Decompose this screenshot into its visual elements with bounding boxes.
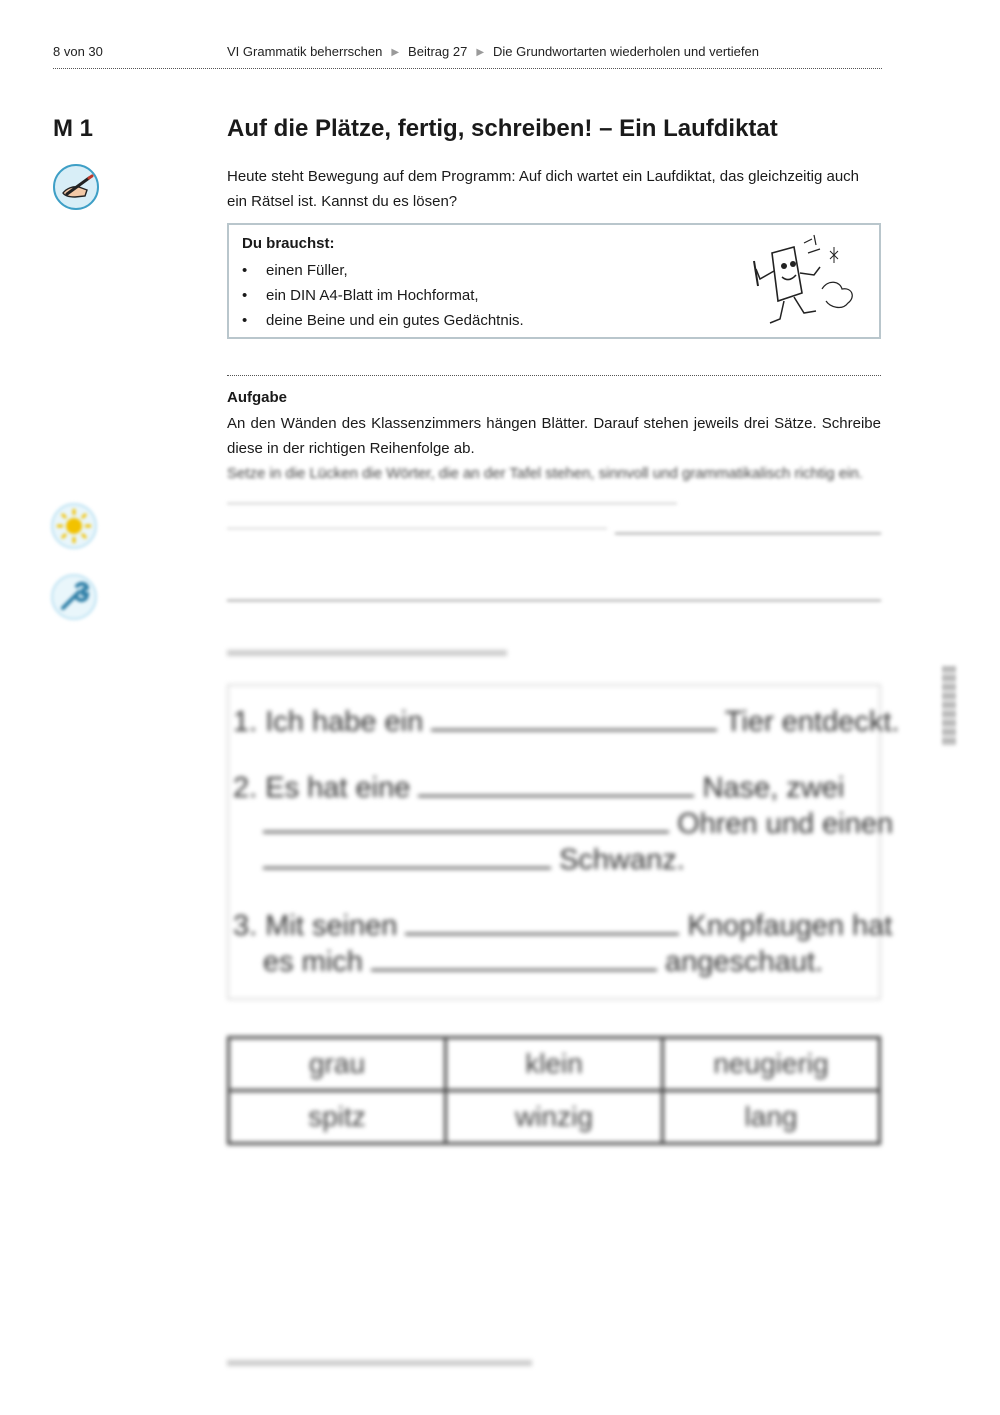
blurred-note xyxy=(227,650,507,656)
dictation-sheet xyxy=(227,684,900,1000)
blurred-text-line xyxy=(227,503,677,504)
table-cell: klein xyxy=(446,1038,663,1091)
answer-blank xyxy=(418,795,694,797)
list-item: • einen Füller, xyxy=(242,258,524,283)
header-divider xyxy=(53,68,882,69)
sentence-text: Tier entdeckt. xyxy=(724,706,900,738)
sentence-3 xyxy=(233,910,892,943)
sentence-text: Ohren und einen xyxy=(677,808,894,840)
answer-blank xyxy=(431,729,717,731)
sentence-text: Knopfaugen hat xyxy=(687,910,893,942)
table-row xyxy=(229,1091,880,1144)
materials-title: Du brauchst: xyxy=(242,235,335,252)
task-text-line: Setze in die Lücken die Wörter, die an der Tafel stehen, sinnvoll und grammatikalisch richtig ein. xyxy=(227,465,863,482)
breadcrumb xyxy=(227,44,759,59)
sentence-text: Schwanz. xyxy=(559,844,685,876)
sentence-text: es mich xyxy=(263,946,363,978)
answer-blank xyxy=(263,831,669,833)
sentence-2-line-3 xyxy=(263,844,685,877)
triangle-right-icon: ▶ xyxy=(476,47,485,58)
material-label: M 1 xyxy=(53,115,94,142)
table-cell: lang xyxy=(663,1091,880,1144)
answer-blank xyxy=(371,969,657,971)
blurred-footer xyxy=(227,1360,532,1366)
answer-line xyxy=(227,600,881,601)
page-number: 8 von 30 xyxy=(53,44,103,59)
sun-icon xyxy=(51,503,97,549)
table-cell: grau xyxy=(229,1038,446,1091)
task-text: An den Wänden des Klassenzimmers hängen Blätter. Darauf stehen jeweils drei Sätze. Schreibe diese in der richtigen Reihenfolge ab. xyxy=(227,415,881,457)
sentence-text: 2. Es hat eine xyxy=(233,772,411,804)
wrench-icon xyxy=(51,574,97,620)
table-cell: spitz xyxy=(229,1091,446,1144)
word-table xyxy=(227,1036,881,1145)
copyright-side-note xyxy=(942,666,956,746)
section-divider xyxy=(227,375,881,376)
answer-line xyxy=(615,533,881,534)
sentence-2 xyxy=(233,772,844,805)
sentence-text: angeschaut. xyxy=(665,946,824,978)
table-cell: neugierig xyxy=(663,1038,880,1091)
breadcrumb-section: VI Grammatik beherrschen xyxy=(227,44,383,59)
intro-text: Heute steht Bewegung auf dem Programm: Auf dich wartet ein Laufdiktat, das gleichzeitig auch ein Rätsel ist. Kannst du es lösen? xyxy=(227,168,860,210)
table-cell: winzig xyxy=(446,1091,663,1144)
table-row xyxy=(229,1038,880,1091)
sentence-3-line-2 xyxy=(263,946,823,979)
sentence-text: 3. Mit seinen xyxy=(233,910,398,942)
materials-box xyxy=(227,223,881,339)
blurred-text-line xyxy=(227,528,607,529)
writing-hand-icon xyxy=(53,164,99,210)
sentence-text: Nase, zwei xyxy=(702,772,845,804)
task-heading: Aufgabe xyxy=(227,389,287,406)
answer-blank xyxy=(405,933,679,935)
sentence-2-line-2 xyxy=(263,808,893,841)
sentence-1 xyxy=(233,706,899,739)
list-item: • deine Beine und ein gutes Gedächtnis. xyxy=(242,308,524,333)
breadcrumb-article: Beitrag 27 xyxy=(408,44,468,59)
breadcrumb-topic: Die Grundwortarten wiederholen und vertiefen xyxy=(493,44,759,59)
running-paper-mascot-icon xyxy=(742,231,862,331)
list-item: • ein DIN A4-Blatt im Hochformat, xyxy=(242,283,524,308)
page-title: Auf die Plätze, fertig, schreiben! – Ein Laufdiktat xyxy=(227,115,778,142)
answer-blank xyxy=(263,867,551,869)
sentence-text: 1. Ich habe ein xyxy=(233,706,424,738)
triangle-right-icon: ▶ xyxy=(391,47,400,58)
page-header xyxy=(53,44,882,70)
materials-list xyxy=(242,258,524,333)
